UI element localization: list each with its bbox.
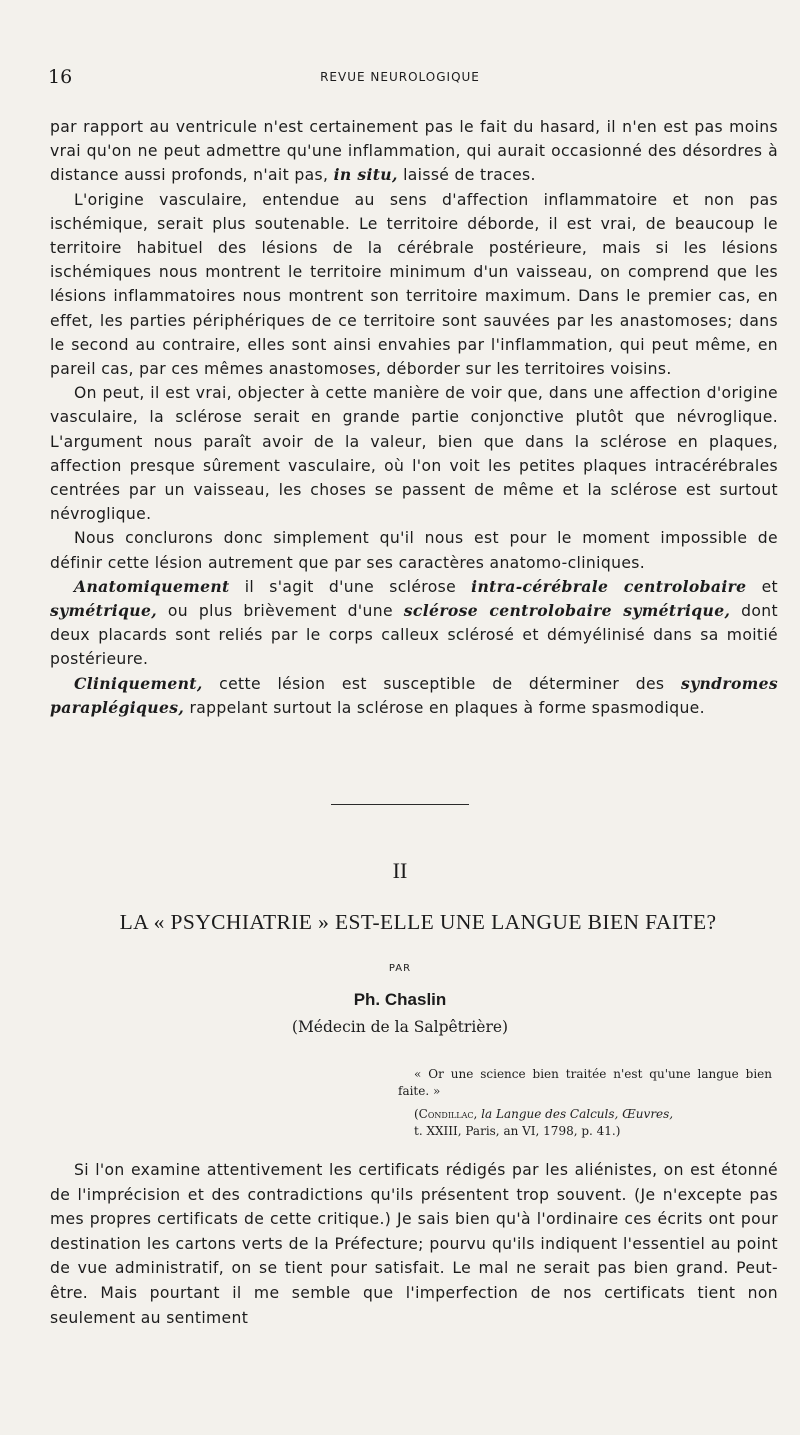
epigraph-quote: « Or une science bien traitée n'est qu'une langue bien faite. »: [398, 1067, 772, 1098]
epigraph-citation: [398, 1106, 772, 1140]
paragraph: On peut, il est vrai, objecter à cette manière de voir que, dans une affection d'origine vasculaire, la sclérose serait en grande partie conjonctive plutôt que névroglique. L'argument nous paraît avoir de la valeur, bien que dans la sclérose en plaques, affection presque sûrement vasculaire, où l'on voit les petites plaques intracérébrales centrées par un vaisseau, les choses se passent de même et la sclérose est surtout névroglique.: [50, 384, 778, 524]
running-title: REVUE NEUROLOGIQUE: [320, 70, 480, 84]
text-run: rappelant surtout la sclérose en plaques à forme spasmodique.: [189, 698, 705, 717]
paragraph: Si l'on examine attentivement les certificats rédigés par les aliénistes, on est étonné de l'imprécision et des contradictions qu'ils présentent trop souvent. (Je n'excepte pas mes propres certificats de cette critique.) Je sais bien qu'à l'ordinaire ces écrits ont pour destination les cartons verts de la Préfecture; pourvu qu'ils indiquent l'essentiel au point de vue administratif, on se tient pour satisfait. Le mal ne serait pas bien grand. Peut-être. Mais pourtant il me semble que l'imperfection de nos certificats tient non seulement au sentiment: [50, 1161, 778, 1327]
paragraph: [50, 115, 778, 188]
author-name: Ph. Chaslin: [353, 990, 447, 1009]
citation-author: (Condillac,: [414, 1107, 478, 1121]
text-run: par rapport au ventricule n'est certainement pas le fait du hasard, il n'en est pas moins vrai qu'on ne peut admettre qu'une inflammation, qui aurait occasionné des désordres à distance aussi profonds, n'ait pas,: [50, 118, 778, 185]
byline-par: PAR: [388, 963, 412, 974]
paragraph: L'origine vasculaire, entendue au sens d'affection inflammatoire et non pas ischémique, serait plus soutenable. Le territoire déborde, il est vrai, de beaucoup le territoire habituel des lésions de la cérébrale postérieure, mais si les lésions ischémiques nous montrent le territoire minimum d'un vaisseau, on comprend que les lésions inflammatoires nous montrent son territoire maximum. Dans le premier cas, en effet, les parties périphériques de ce territoire sont sauvées par les anastomoses; dans le second au contraire, elles sont ainsi envahies par l'inflammation, qui peut même, en pareil cas, par ces mêmes anastomoses, déborder sur les territoires voisins.: [50, 190, 778, 379]
text-run: il s'agit d'une sclérose: [244, 577, 457, 596]
italic-term: symétrique,: [50, 601, 158, 621]
italic-term: syndromes paraplégiques,: [50, 673, 778, 717]
text-run: dont deux placards sont reliés par le corps calleux sclérosé et démyélinisé dans sa moitié postérieure.: [50, 602, 778, 669]
text-run: cette lésion est susceptible de déterminer des: [219, 674, 665, 693]
italic-term: intra-cérébrale centrolobaire: [471, 576, 747, 596]
italic-term: sclérose centrolobaire symétrique,: [403, 601, 731, 621]
text-run: laissé de traces.: [403, 166, 536, 185]
text-run: ou plus brièvement d'une: [167, 602, 393, 621]
italic-term: Anatomiquement: [74, 576, 230, 596]
page-number: 16: [48, 66, 73, 88]
paragraph: [50, 672, 778, 720]
text-run: et: [761, 577, 779, 596]
italic-term: Cliniquement,: [74, 673, 203, 693]
citation-work: la Langue des Calculs, Œuvres,: [481, 1107, 674, 1121]
paragraph: Nous conclurons donc simplement qu'il nous est pour le moment impossible de définir cette lésion autrement que par ses caractères anatomo-cliniques.: [50, 529, 778, 572]
citation-details: t. XXIII, Paris, an VI, 1798, p. 41.): [414, 1124, 621, 1138]
page-header: [48, 66, 752, 88]
article-title: LA « PSYCHIATRIE » EST-ELLE UNE LANGUE BIEN FAITE?: [119, 910, 717, 934]
epigraph: [398, 1066, 772, 1140]
article-body: [50, 1158, 778, 1330]
previous-article-conclusion: [50, 115, 778, 720]
article-number: II: [392, 858, 408, 883]
author-affiliation: (Médecin de la Salpêtrière): [291, 1018, 509, 1036]
paragraph: [50, 575, 778, 672]
section-divider: [331, 804, 469, 805]
italic-term: in situ,: [333, 165, 398, 185]
